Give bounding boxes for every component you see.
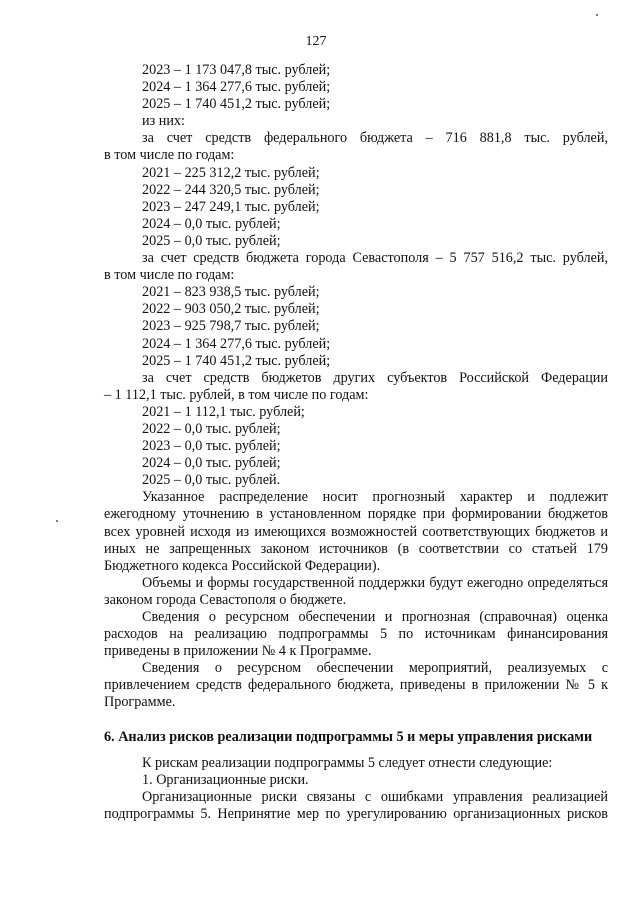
other-subjects-intro: за счет средств бюджетов других субъектов Российской Федерации	[142, 369, 608, 386]
scan-speck	[596, 14, 598, 16]
sevastopol-year-2022: 2022 – 903 050,2 тыс. рублей;	[142, 301, 320, 318]
forecast-paragraph: Указанное распределение носит прогнозный характер и подлежит ежегодному уточнению в установленном порядке при формировании бюджетов всех уровней исходя из имеющихся возможностей соответствующих бюджетов и иных не запрещенных законом источников (в соответствии со статьей 179 Бюджетного кодекса Российской Федерации).	[104, 489, 608, 574]
budget-line-2025: 2025 – 1 740 451,2 тыс. рублей;	[142, 96, 331, 113]
sevastopol-intro-cont: в том числе по годам:	[104, 267, 235, 284]
page-number: 127	[305, 34, 327, 49]
resource-appendix5-paragraph: Сведения о ресурсном обеспечении мероприятий, реализуемых с привлечением средств федерального бюджета, приведены в приложении № 5 к Программе.	[104, 660, 608, 711]
other-subjects-year-2023: 2023 – 0,0 тыс. рублей;	[142, 438, 281, 455]
sevastopol-intro: за счет средств бюджета города Севастополя – 5 757 516,2 тыс. рублей,	[142, 250, 608, 267]
budget-line-2024: 2024 – 1 364 277,6 тыс. рублей;	[142, 79, 331, 96]
other-subjects-year-2024: 2024 – 0,0 тыс. рублей;	[142, 455, 281, 472]
federal-year-2024: 2024 – 0,0 тыс. рублей;	[142, 215, 281, 232]
sevastopol-year-2021: 2021 – 823 938,5 тыс. рублей;	[142, 284, 320, 301]
other-subjects-year-2022: 2022 – 0,0 тыс. рублей;	[142, 420, 281, 437]
scan-speck	[56, 520, 58, 522]
document-body	[104, 62, 608, 823]
sevastopol-year-2024: 2024 – 1 364 277,6 тыс. рублей;	[142, 335, 331, 352]
federal-intro-cont: в том числе по годам:	[104, 147, 235, 164]
of-them-label: из них:	[142, 113, 185, 130]
budget-line-2023: 2023 – 1 173 047,8 тыс. рублей;	[142, 62, 331, 78]
sevastopol-year-2025: 2025 – 1 740 451,2 тыс. рублей;	[142, 352, 331, 369]
risks-intro-paragraph: К рискам реализации подпрограммы 5 следует отнести следующие:	[142, 754, 553, 771]
state-support-paragraph: Объемы и формы государственной поддержки будут ежегодно определяться законом города Севастополя о бюджете.	[104, 574, 608, 608]
federal-year-2022: 2022 – 244 320,5 тыс. рублей;	[142, 181, 320, 198]
federal-year-2021: 2021 – 225 312,2 тыс. рублей;	[142, 164, 320, 181]
federal-intro: за счет средств федерального бюджета – 716 881,8 тыс. рублей,	[142, 130, 608, 147]
resource-appendix4-paragraph: Сведения о ресурсном обеспечении и прогнозная (справочная) оценка расходов на реализацию подпрограммы 5 по источникам финансирования приведены в приложении № 4 к Программе.	[104, 609, 608, 660]
other-subjects-intro-cont: – 1 112,1 тыс. рублей, в том числе по годам:	[104, 386, 369, 403]
section-heading: 6. Анализ рисков реализации подпрограммы 5 и меры управления рисками	[104, 728, 593, 745]
other-subjects-year-2021: 2021 – 1 112,1 тыс. рублей;	[142, 403, 305, 420]
sevastopol-year-2023: 2023 – 925 798,7 тыс. рублей;	[142, 318, 320, 335]
organizational-risks-paragraph: Организационные риски связаны с ошибками управления реализацией подпрограммы 5. Непринятие мер по урегулированию организационных рисков	[104, 788, 608, 822]
federal-year-2025: 2025 – 0,0 тыс. рублей;	[142, 232, 281, 249]
other-subjects-year-2025: 2025 – 0,0 тыс. рублей.	[142, 472, 281, 489]
organizational-risks-item: 1. Организационные риски.	[142, 771, 309, 788]
federal-year-2023: 2023 – 247 249,1 тыс. рублей;	[142, 198, 320, 215]
